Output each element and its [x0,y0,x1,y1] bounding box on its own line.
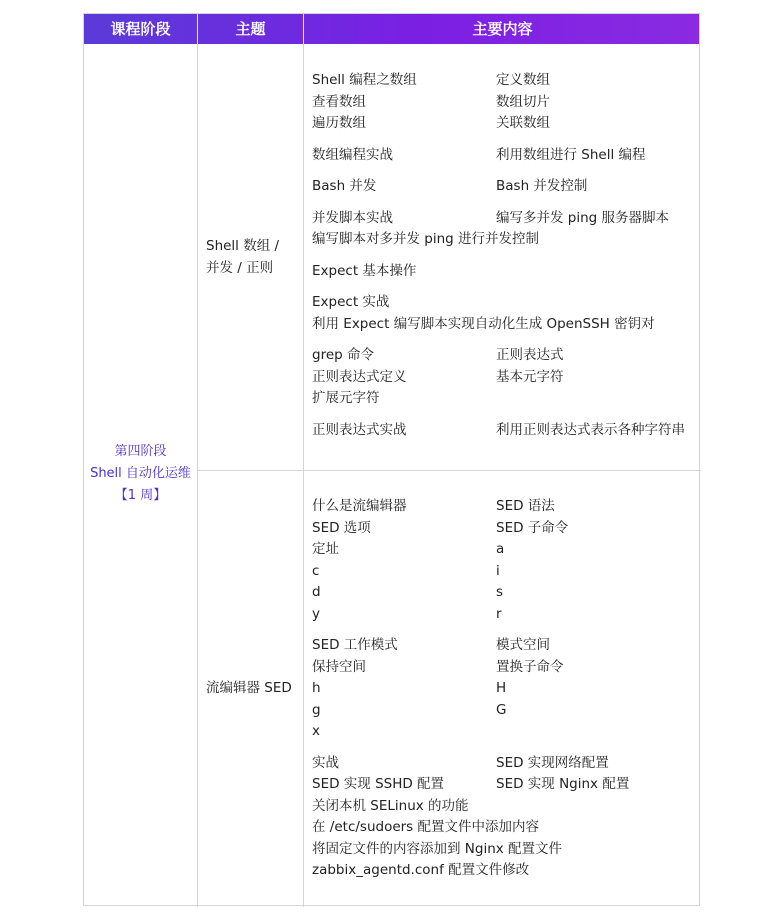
content-line [312,70,702,92]
content-item-right: 数组切片 [496,93,550,110]
content-item-left: Shell 编程之数组 [312,72,417,88]
content-item-left: 什么是流编辑器 [312,498,407,514]
content-cell [312,70,702,451]
content-line [312,388,702,410]
table-header [84,14,699,44]
topic-cell [206,677,292,699]
content-line [312,561,702,583]
content-item-right: SED 语法 [496,498,555,514]
content-line [312,367,702,389]
content-line [312,721,702,743]
content-item-left: SED 工作模式 [312,637,398,653]
content-item-right: 正则表达式 [496,347,564,363]
content-item-right: 置换子命令 [496,658,564,675]
content-item-left: y [312,605,320,622]
content-item-right: r [496,605,502,622]
topic-cell [206,235,279,279]
content-item-left: Expect 基本操作 [312,262,417,279]
column-divider [303,44,304,907]
content-item-left: 关闭本机 SELinux 的功能 [312,797,469,814]
content-item-left: c [312,562,320,579]
content-item-right: Bash 并发控制 [496,178,588,194]
content-line [312,208,702,230]
content-item-left: g [312,701,321,718]
content-line [312,496,702,518]
content-group [312,753,702,882]
content-item-right: H [496,680,507,696]
content-item-right: a [496,541,505,557]
topic-line: Shell 数组 / [206,238,280,254]
stage-duration: 【1 周】 [114,488,167,503]
content-item-right: 模式空间 [496,637,550,653]
content-line [312,774,702,796]
content-line [312,92,702,114]
content-line [312,753,702,775]
content-item-left: 并发脚本实战 [312,209,393,226]
header-topic: 主题 [235,20,266,38]
content-item-left: 遍历数组 [312,115,366,131]
content-line [312,839,702,861]
content-item-left: Expect 实战 [312,294,390,310]
content-cell [312,496,702,892]
content-line [312,314,702,336]
content-line [312,261,702,283]
content-item-left: 定址 [312,541,339,557]
content-item-left: 将固定文件的内容添加到 Nginx 配置文件 [312,840,563,857]
content-line [312,678,702,700]
content-item-right: 利用正则表达式表示各种字符串 [496,421,685,438]
content-item-left: 利用 Expect 编写脚本实现自动化生成 OpenSSH 密钥对 [312,315,655,332]
content-item-left: SED 选项 [312,519,371,536]
stage-title: Shell 自动化运维 [90,466,191,481]
content-group [312,176,702,198]
content-item-right: 编写多并发 ping 服务器脚本 [496,209,670,226]
content-item-left: x [312,723,320,739]
content-line [312,796,702,818]
content-group [312,145,702,167]
content-item-right: 关联数组 [496,115,550,131]
content-item-left: Bash 并发 [312,178,377,194]
content-line [312,345,702,367]
content-line [312,518,702,540]
content-item-left: h [312,680,321,696]
content-item-left: 查看数组 [312,93,366,110]
content-group [312,70,702,135]
content-line [312,817,702,839]
content-item-right: 定义数组 [496,72,550,88]
content-line [312,420,702,442]
content-group [312,635,702,743]
content-item-right: s [496,584,504,600]
course-table [83,13,700,906]
content-item-right: i [496,562,500,579]
content-group [312,345,702,410]
content-item-right: G [496,701,507,718]
row-divider [198,470,701,471]
content-line [312,145,702,167]
content-item-left: 实战 [312,754,339,771]
content-item-left: 扩展元字符 [312,390,380,406]
content-group [312,292,702,335]
column-divider [197,44,198,907]
content-item-right: 基本元字符 [496,368,564,385]
topic-line: 并发 / 正则 [206,260,274,276]
content-item-right: 利用数组进行 Shell 编程 [496,146,646,163]
content-line [312,292,702,314]
content-item-left: d [312,584,321,600]
topic-line: 流编辑器 SED [206,680,292,696]
content-line [312,229,702,251]
content-item-left: 编写脚本对多并发 ping 进行并发控制 [312,231,540,247]
content-line [312,657,702,679]
content-line [312,700,702,722]
content-item-right: SED 实现网络配置 [496,754,609,771]
content-item-left: 在 /etc/sudoers 配置文件中添加内容 [312,819,540,835]
content-item-left: 保持空间 [312,658,366,675]
content-line [312,604,702,626]
content-line [312,860,702,882]
stage-cell [84,441,197,507]
content-item-left: 正则表达式定义 [312,368,407,385]
content-item-right: SED 子命令 [496,519,569,536]
content-group [312,261,702,283]
content-line [312,539,702,561]
content-group [312,496,702,625]
content-line [312,582,702,604]
content-group [312,208,702,251]
content-item-left: 数组编程实战 [312,146,393,163]
content-item-left: 正则表达式实战 [312,421,407,438]
content-line [312,176,702,198]
content-item-left: zabbix_agentd.conf 配置文件修改 [312,862,530,878]
content-item-left: grep 命令 [312,347,374,363]
content-line [312,113,702,135]
header-stage: 课程阶段 [110,20,171,38]
content-group [312,420,702,442]
content-line [312,635,702,657]
content-item-right: SED 实现 Nginx 配置 [496,776,630,792]
header-content: 主要内容 [472,20,533,38]
stage-name: 第四阶段 [114,444,167,459]
content-item-left: SED 实现 SSHD 配置 [312,776,445,792]
